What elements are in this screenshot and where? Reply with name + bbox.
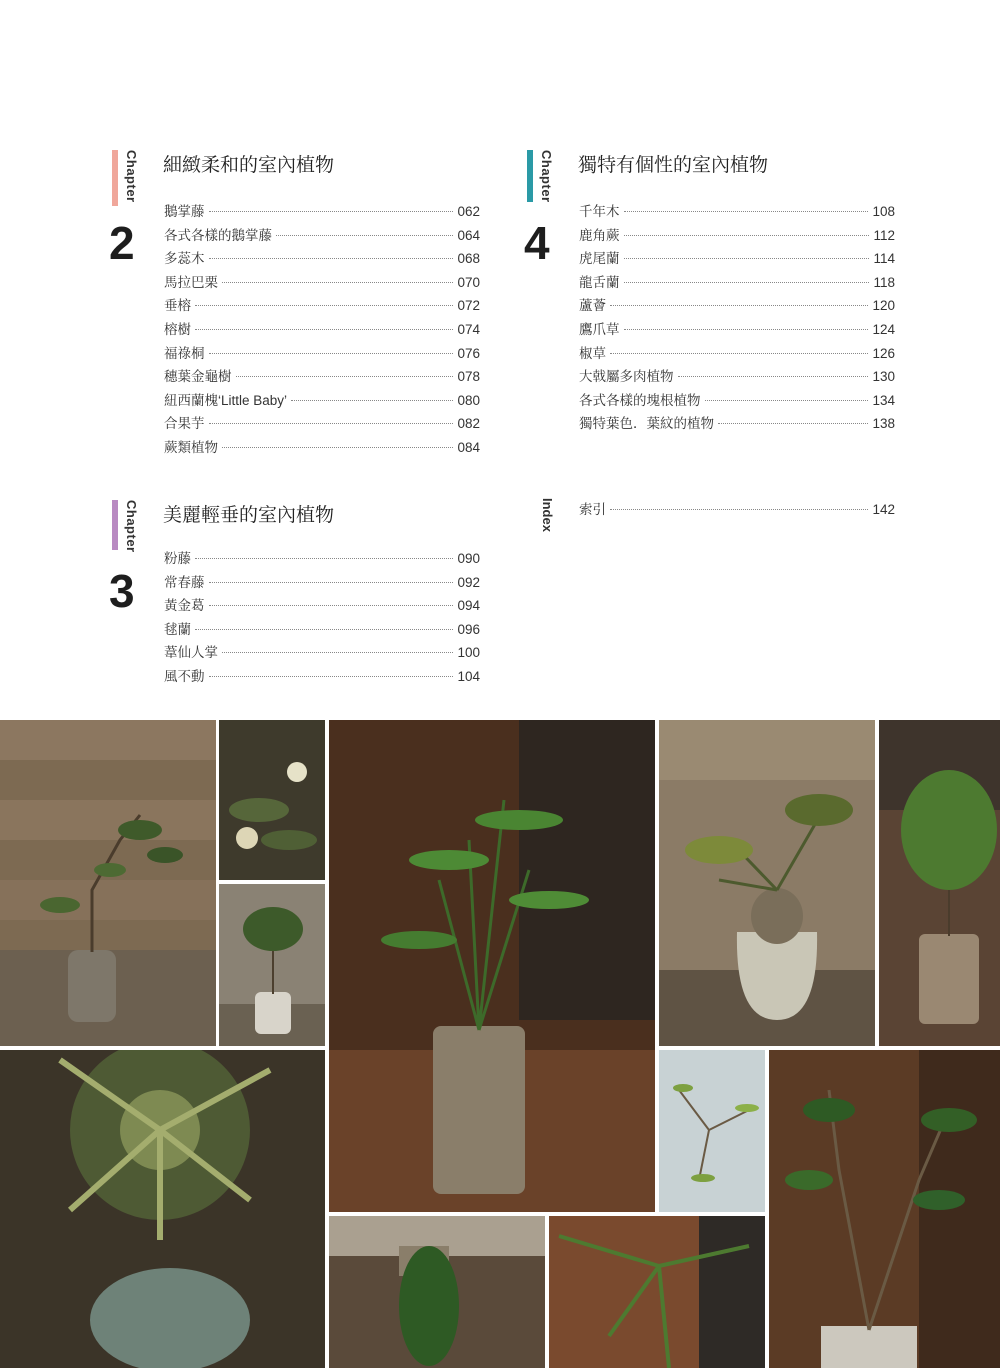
- toc-entry-label: 紐西蘭槐‘Little Baby’: [164, 392, 288, 408]
- toc-entry-page: 100: [457, 645, 480, 661]
- toc-entry-page: 072: [457, 298, 480, 314]
- plant-photo-icon: [329, 1216, 545, 1368]
- toc-entry[interactable]: [579, 318, 895, 342]
- toc-entry-page: 120: [872, 298, 895, 314]
- chapter-2-toc: [164, 200, 480, 460]
- plant-photo-icon: [659, 1050, 765, 1212]
- dot-leader: [236, 376, 454, 377]
- toc-entry[interactable]: [164, 665, 480, 689]
- toc-entry-label: 鷹爪草: [579, 321, 620, 337]
- dot-leader: [195, 305, 453, 306]
- toc-entry-label: 粉藤: [164, 551, 191, 566]
- toc-entry-page: 138: [872, 416, 895, 432]
- toc-entry[interactable]: [164, 318, 480, 342]
- toc-entry[interactable]: [164, 224, 480, 248]
- toc-entry-page: 118: [873, 274, 895, 290]
- toc-entry[interactable]: [164, 271, 480, 295]
- toc-entry-page: 108: [872, 204, 895, 219]
- dot-leader: [195, 629, 453, 630]
- photo-sophora-branch: [659, 1050, 765, 1212]
- dot-leader: [276, 235, 453, 236]
- toc-entry[interactable]: [579, 498, 895, 522]
- dot-leader: [678, 376, 869, 377]
- toc-entry-label: 穗葉金龜樹: [164, 369, 232, 385]
- dot-leader: [624, 235, 870, 236]
- toc-entry[interactable]: [579, 389, 895, 413]
- toc-entry-page: 130: [872, 369, 895, 385]
- plant-photo-icon: [549, 1216, 765, 1368]
- plant-photo-icon: [0, 720, 216, 1046]
- dot-leader: [705, 400, 869, 401]
- chapter-4-number: 4: [524, 217, 550, 269]
- chapter-4-toc: [579, 200, 895, 436]
- toc-entry-label: 垂榕: [164, 298, 191, 314]
- toc-entry[interactable]: [164, 365, 480, 389]
- dot-leader: [209, 605, 454, 606]
- plant-photo-icon: [219, 720, 325, 880]
- dot-leader: [624, 211, 869, 212]
- toc-entry-page: 080: [457, 392, 480, 408]
- dot-leader: [195, 329, 453, 330]
- dot-leader: [209, 676, 454, 677]
- dot-leader: [222, 447, 453, 448]
- toc-entry-label: 風不動: [164, 668, 205, 684]
- dot-leader: [624, 258, 870, 259]
- toc-entry-page: 114: [873, 251, 895, 267]
- dot-leader: [209, 582, 454, 583]
- dot-leader: [624, 329, 869, 330]
- dot-leader: [209, 211, 454, 212]
- toc-entry-label: 虎尾蘭: [579, 251, 620, 267]
- dot-leader: [624, 282, 870, 283]
- toc-entry-label: 常春藤: [164, 574, 205, 590]
- plant-photo-icon: [0, 1050, 325, 1368]
- photo-small-tree-pot: [219, 884, 325, 1046]
- toc-entry[interactable]: [164, 594, 480, 618]
- photo-palm-tall-pot: [329, 720, 655, 1212]
- toc-entry[interactable]: [579, 294, 895, 318]
- photo-fiddle-leaf-ficus: [769, 1050, 1000, 1368]
- chapter-3-section: [109, 500, 482, 690]
- toc-entry[interactable]: [164, 618, 480, 642]
- toc-entry-label: 椒草: [579, 345, 606, 361]
- toc-entry-label: 毬蘭: [164, 621, 191, 637]
- toc-entry-page: 134: [872, 392, 895, 408]
- plant-photo-icon: [329, 720, 655, 1212]
- toc-entry-label: 福祿桐: [164, 345, 205, 361]
- toc-entry-page: 124: [872, 321, 895, 337]
- dot-leader: [291, 400, 453, 401]
- chapter-4-color-bar: [527, 150, 533, 202]
- dot-leader: [209, 423, 454, 424]
- toc-entry-page: 082: [457, 416, 480, 432]
- toc-entry-page: 104: [457, 668, 480, 684]
- photo-agave-succulent: [0, 1050, 325, 1368]
- toc-entry-page: 070: [457, 274, 480, 290]
- toc-entry-label: 馬拉巴栗: [164, 274, 218, 290]
- plant-photo-icon: [219, 884, 325, 1046]
- plant-photo-icon: [769, 1050, 1000, 1368]
- chapter-4-section: [524, 150, 897, 440]
- toc-entry[interactable]: [164, 389, 480, 413]
- toc-entry-page: 126: [872, 345, 895, 361]
- chapter-2-section: [109, 150, 482, 460]
- chapter-3-number: 3: [109, 565, 135, 617]
- toc-entry-label: 黃金葛: [164, 598, 205, 614]
- toc-entry[interactable]: [164, 547, 480, 571]
- dot-leader: [209, 353, 454, 354]
- chapter-2-label: Chapter: [124, 150, 139, 203]
- dot-leader: [222, 652, 453, 653]
- photo-zamia-caudex: [659, 720, 875, 1046]
- chapter-3-title: 美麗輕垂的室內植物: [163, 505, 335, 526]
- dot-leader: [610, 509, 868, 510]
- toc-entry-label: 索引: [579, 502, 606, 517]
- dot-leader: [222, 282, 453, 283]
- toc-entry-page: 062: [457, 204, 480, 219]
- toc-entry-page: 090: [457, 551, 480, 566]
- toc-entry-page: 084: [457, 439, 480, 455]
- toc-entry-page: 094: [457, 598, 480, 614]
- toc-entry-page: 068: [457, 251, 480, 267]
- chapter-3-color-bar: [112, 500, 118, 550]
- toc-entry[interactable]: [579, 271, 895, 295]
- toc-entry-label: 蕨類植物: [164, 439, 218, 455]
- toc-entry-label: 各式各樣的鵝掌藤: [164, 227, 272, 243]
- toc-entry[interactable]: [164, 436, 480, 460]
- toc-entry-page: 142: [872, 502, 895, 517]
- chapter-3-label: Chapter: [124, 500, 139, 553]
- photo-leafy-shrub: [879, 720, 1000, 1046]
- toc-entry-label: 合果芋: [164, 416, 205, 432]
- toc-entry[interactable]: [164, 641, 480, 665]
- chapter-4-label: Chapter: [539, 150, 554, 203]
- photo-ficus-wood-wall: [0, 720, 216, 1046]
- dot-leader: [195, 558, 453, 559]
- dot-leader: [209, 258, 454, 259]
- index-section: [540, 498, 897, 538]
- toc-entry-page: 064: [457, 227, 480, 243]
- chapter-2-title: 細緻柔和的室內植物: [163, 155, 335, 176]
- toc-entry-label: 千年木: [579, 204, 620, 219]
- toc-entry-label: 蘆薈: [579, 298, 606, 314]
- toc-entry[interactable]: [579, 365, 895, 389]
- toc-entry-page: 092: [457, 574, 480, 590]
- toc-entry-page: 096: [457, 621, 480, 637]
- toc-entry-page: 076: [457, 345, 480, 361]
- toc-entry-label: 各式各樣的塊根植物: [579, 392, 701, 408]
- chapter-2-color-bar: [112, 150, 118, 206]
- chapter-2-number: 2: [109, 217, 135, 269]
- toc-entry-page: 074: [457, 321, 480, 337]
- toc-entry-page: 078: [457, 369, 480, 385]
- plant-photo-icon: [659, 720, 875, 1046]
- toc-entry-label: 獨特葉色．葉紋的植物: [579, 416, 714, 432]
- dot-leader: [610, 353, 868, 354]
- dot-leader: [610, 305, 868, 306]
- chapter-4-title: 獨特有個性的室內植物: [578, 155, 769, 176]
- plant-photo-icon: [879, 720, 1000, 1046]
- toc-entry-label: 大戟屬多肉植物: [579, 369, 674, 385]
- toc-entry-page: 112: [873, 227, 895, 243]
- toc-entry-label: 鹿角蕨: [579, 227, 620, 243]
- toc-entry[interactable]: [164, 571, 480, 595]
- dot-leader: [718, 423, 868, 424]
- photo-palm-fronds: [549, 1216, 765, 1368]
- toc-entry[interactable]: [164, 412, 480, 436]
- toc-entry-label: 鵝掌藤: [164, 204, 205, 219]
- toc-entry[interactable]: [579, 224, 895, 248]
- index-toc: [579, 498, 895, 522]
- toc-entry[interactable]: [164, 342, 480, 366]
- photo-hoya-flowers: [219, 720, 325, 880]
- toc-entry[interactable]: [579, 200, 895, 224]
- toc-entry[interactable]: [164, 247, 480, 271]
- toc-entry-label: 葦仙人掌: [164, 645, 218, 661]
- toc-entry[interactable]: [164, 200, 480, 224]
- toc-entry-label: 多蕊木: [164, 251, 205, 267]
- toc-entry[interactable]: [579, 342, 895, 366]
- photo-ivy-hanging: [329, 1216, 545, 1368]
- toc-entry[interactable]: [164, 294, 480, 318]
- toc-entry[interactable]: [579, 412, 895, 436]
- toc-entry[interactable]: [579, 247, 895, 271]
- chapter-3-toc: [164, 547, 480, 689]
- toc-entry-label: 榕樹: [164, 321, 191, 337]
- index-label: Index: [540, 498, 555, 532]
- toc-entry-label: 龍舌蘭: [579, 274, 620, 290]
